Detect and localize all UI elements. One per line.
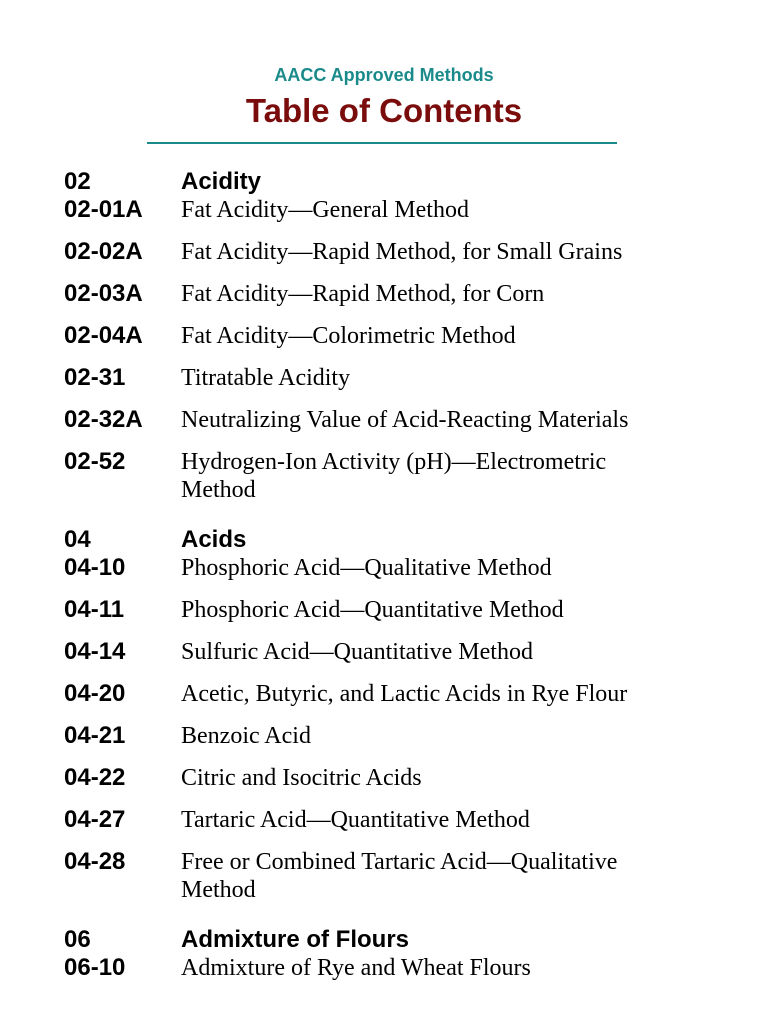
toc-entry[interactable]	[64, 196, 704, 224]
section-heading	[64, 526, 704, 554]
toc-entry[interactable]	[64, 848, 704, 904]
toc-entry[interactable]	[64, 280, 704, 308]
entry-title: Phosphoric Acid—Quantitative Method	[181, 597, 564, 623]
entry-title: Sulfuric Acid—Quantitative Method	[181, 639, 533, 665]
entry-code: 02-03A	[64, 280, 143, 307]
entry-title: Free or Combined Tartaric Acid—Qualitative Method	[181, 849, 618, 903]
toc-entry[interactable]	[64, 806, 704, 834]
section-heading	[64, 926, 704, 954]
entry-title: Fat Acidity—Colorimetric Method	[181, 323, 516, 349]
entry-title: Phosphoric Acid—Qualitative Method	[181, 555, 552, 581]
toc-entry[interactable]	[64, 448, 704, 504]
entry-code: 04-27	[64, 806, 126, 833]
toc-entry[interactable]	[64, 364, 704, 392]
page-title: Table of Contents	[245, 92, 523, 129]
section-title: Acids	[181, 526, 247, 553]
entry-title: Fat Acidity—General Method	[181, 197, 469, 223]
entry-title: Titratable Acidity	[181, 365, 351, 391]
toc-entry[interactable]	[64, 722, 704, 750]
entry-title: Fat Acidity—Rapid Method, for Small Grains	[181, 239, 623, 265]
section-heading	[64, 168, 704, 196]
toc-entry[interactable]	[64, 596, 704, 624]
entry-title: Benzoic Acid	[181, 723, 311, 749]
entry-title: Tartaric Acid—Quantitative Method	[181, 807, 530, 833]
entry-title: Neutralizing Value of Acid-Reacting Materials	[181, 407, 629, 433]
entry-code: 04-21	[64, 722, 126, 749]
entry-code: 02-01A	[64, 196, 143, 223]
table-of-contents	[64, 168, 704, 1004]
entry-code: 02-04A	[64, 322, 143, 349]
entry-title: Citric and Isocitric Acids	[181, 765, 422, 791]
toc-entry[interactable]	[64, 638, 704, 666]
title-divider	[147, 142, 617, 144]
entry-code: 02-32A	[64, 406, 143, 433]
entry-code: 02-02A	[64, 238, 143, 265]
entry-code: 04-20	[64, 680, 126, 707]
toc-entry[interactable]	[64, 954, 704, 982]
toc-entry[interactable]	[64, 764, 704, 792]
entry-code: 02-31	[64, 364, 126, 391]
toc-section-acidity	[64, 168, 704, 504]
document-supertitle: AACC Approved Methods	[274, 65, 494, 85]
toc-entry[interactable]	[64, 406, 704, 434]
entry-title: Hydrogen-Ion Activity (pH)—Electrometric Method	[181, 449, 607, 503]
entry-code: 04-10	[64, 554, 126, 581]
entry-title: Admixture of Rye and Wheat Flours	[181, 955, 531, 981]
entry-code: 06-10	[64, 954, 126, 981]
entry-title: Fat Acidity—Rapid Method, for Corn	[181, 281, 545, 307]
toc-entry[interactable]	[64, 238, 704, 266]
entry-code: 02-52	[64, 448, 126, 475]
entry-code: 04-28	[64, 848, 126, 875]
entry-code: 04-11	[64, 596, 125, 623]
toc-entry[interactable]	[64, 680, 704, 708]
toc-entry[interactable]	[64, 322, 704, 350]
toc-section-admixture-of-flours	[64, 926, 704, 982]
toc-entry[interactable]	[64, 554, 704, 582]
section-title: Acidity	[181, 168, 262, 195]
entry-code: 04-14	[64, 638, 126, 665]
toc-section-acids	[64, 526, 704, 904]
section-code: 02	[64, 168, 91, 195]
section-title: Admixture of Flours	[181, 926, 410, 953]
entry-code: 04-22	[64, 764, 126, 791]
section-code: 06	[64, 926, 91, 953]
entry-title: Acetic, Butyric, and Lactic Acids in Rye Flour	[181, 681, 628, 707]
section-code: 04	[64, 526, 91, 553]
